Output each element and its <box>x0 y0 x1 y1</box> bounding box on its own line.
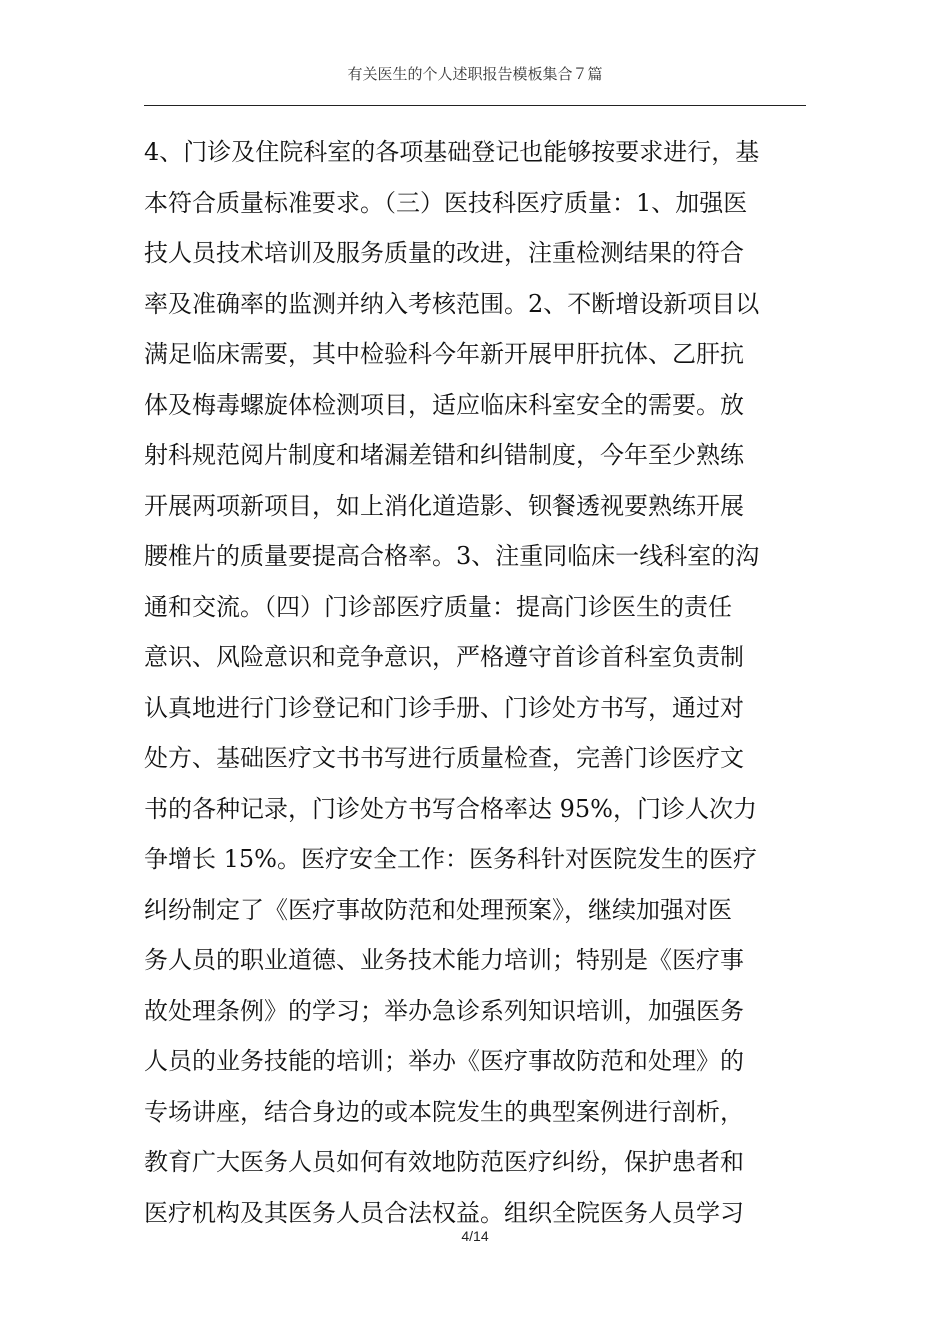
body-text-line: 教育广大医务人员如何有效地防范医疗纠纷，保护患者和 <box>144 1148 744 1176</box>
body-text-line: 4、门诊及住院科室的各项基础登记也能够按要求进行，基 <box>144 138 760 166</box>
body-text-line: 通和交流。（四）门诊部医疗质量：提高门诊医生的责任 <box>144 592 732 621</box>
header-divider <box>144 105 806 106</box>
body-text-line: 开展两项新项目，如上消化道造影、钡餐透视要熟练开展 <box>144 491 744 520</box>
page-number: 4/14 <box>461 1228 489 1244</box>
body-text-line: 争增长 15%。医疗安全工作：医务科针对医院发生的医疗 <box>144 845 757 873</box>
body-text-line: 书的各种记录，门诊处方书写合格率达 95%，门诊人次力 <box>144 794 757 823</box>
body-text-line: 射科规范阅片制度和堵漏差错和纠错制度，今年至少熟练 <box>144 441 744 469</box>
body-text-line: 务人员的职业道德、业务技术能力培训；特别是《医疗事 <box>144 946 744 974</box>
body-text-line: 技人员技术培训及服务质量的改进，注重检测结果的符合 <box>144 239 744 267</box>
body-text-line: 专场讲座，结合身边的或本院发生的典型案例进行剖析， <box>144 1097 744 1126</box>
document-body <box>144 127 806 1238</box>
body-text-line: 纠纷制定了《医疗事故防范和处理预案》，继续加强对医 <box>144 895 732 924</box>
body-text-line: 意识、风险意识和竞争意识，严格遵守首诊首科室负责制 <box>144 643 744 671</box>
body-text-line: 本符合质量标准要求。（三）医技科医疗质量：1、加强医 <box>144 188 748 217</box>
body-text-line: 人员的业务技能的培训；举办《医疗事故防范和处理》的 <box>144 1047 744 1075</box>
body-text-line: 满足临床需要，其中检验科今年新开展甲肝抗体、乙肝抗 <box>144 340 744 368</box>
body-text-line: 故处理条例》的学习；举办急诊系列知识培训，加强医务 <box>144 996 744 1025</box>
body-text-line: 处方、基础医疗文书书写进行质量检查，完善门诊医疗文 <box>144 744 744 772</box>
body-text-line: 率及准确率的监测并纳入考核范围。2、不断增设新项目以 <box>144 289 760 318</box>
body-text-line: 认真地进行门诊登记和门诊手册、门诊处方书写，通过对 <box>144 693 744 722</box>
page-header-title: 有关医生的个人述职报告模板集合７篇 <box>347 65 603 83</box>
body-text-line: 体及梅毒螺旋体检测项目，适应临床科室安全的需要。放 <box>144 390 744 419</box>
body-text-line: 腰椎片的质量要提高合格率。3、注重同临床一线科室的沟 <box>144 542 760 570</box>
body-text-line: 医疗机构及其医务人员合法权益。组织全院医务人员学习 <box>144 1198 744 1227</box>
